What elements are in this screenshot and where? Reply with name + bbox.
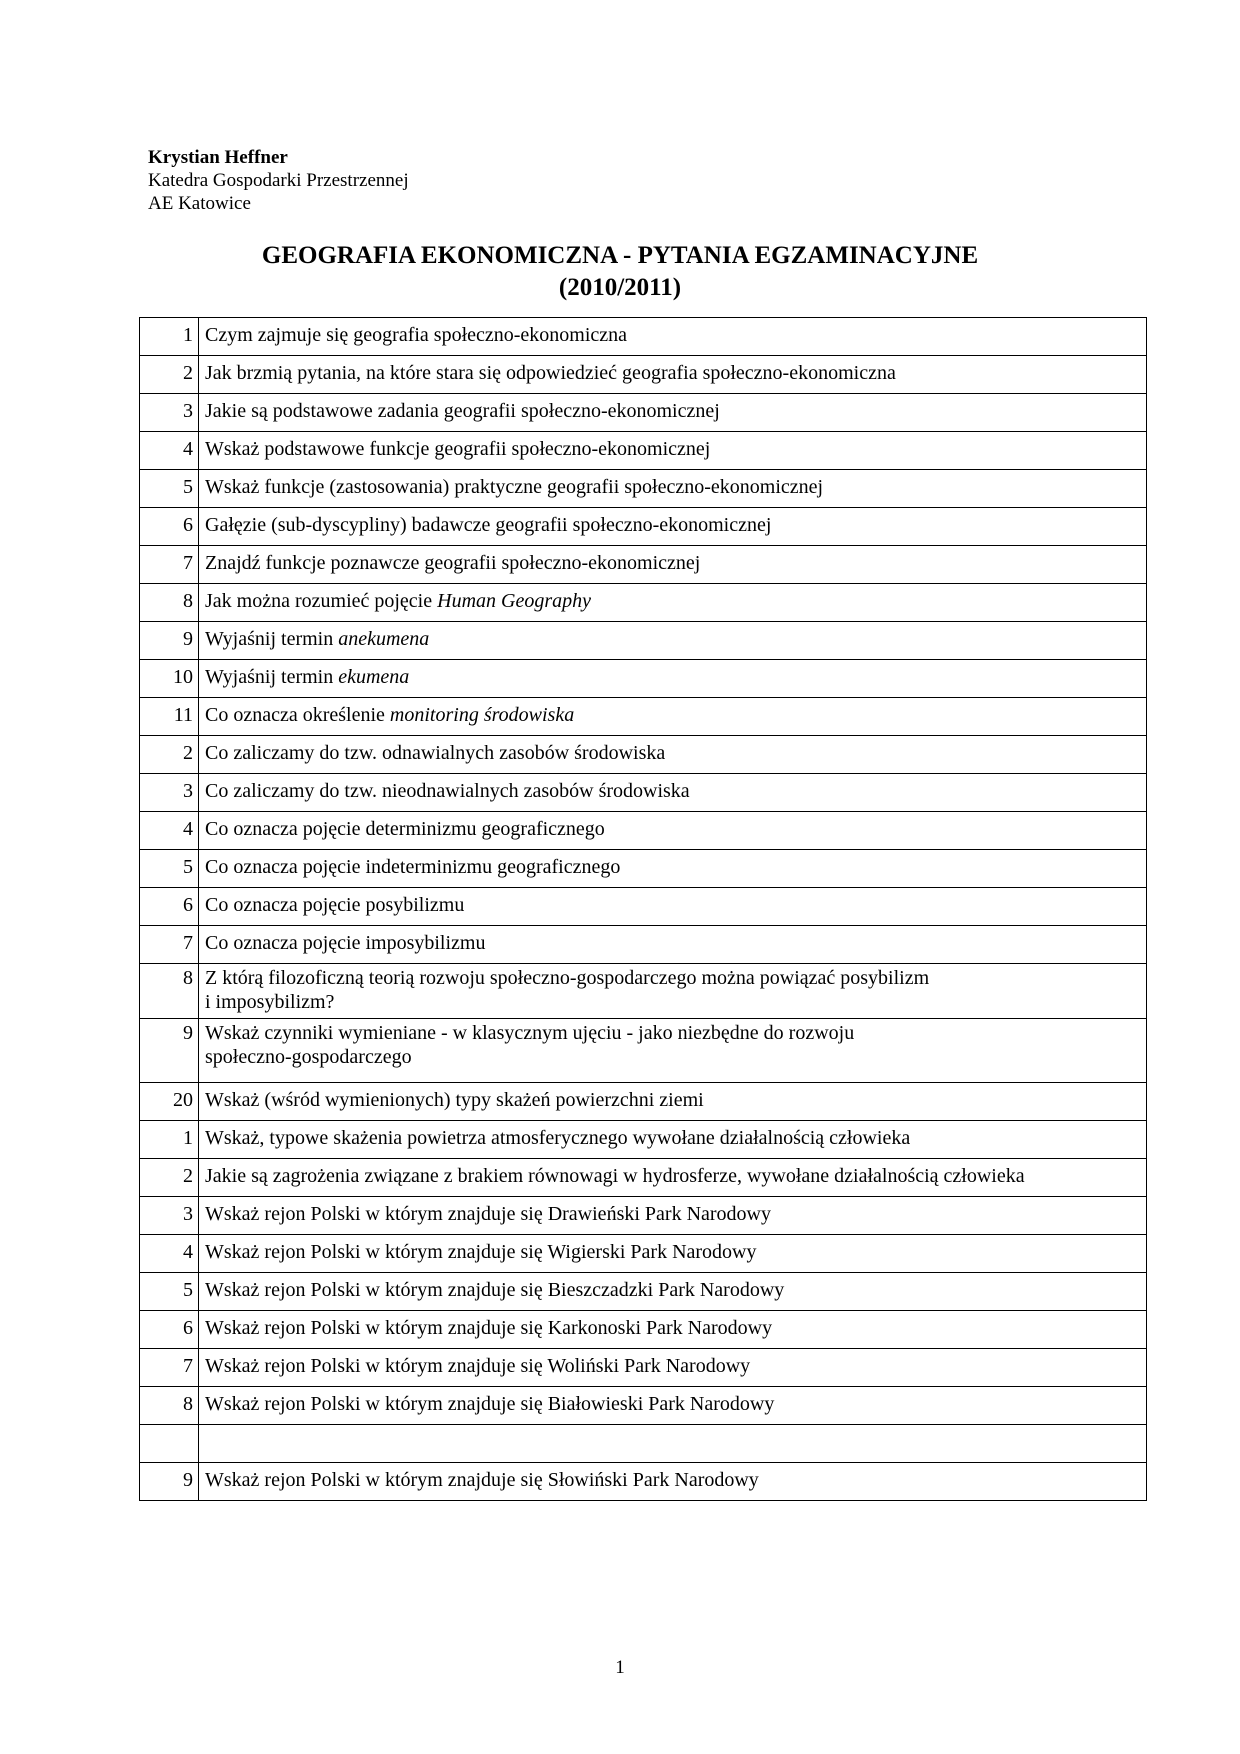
question-number: 3 [140,394,199,432]
table-row [140,1387,1147,1425]
question-text: Co oznacza określenie [205,704,390,726]
question-text: Wskaż rejon Polski w którym znajduje się Słowiński Park Narodowy [205,1469,759,1491]
question-text: Z którą filozoficzną teorią rozwoju społeczno-gospodarczego można powiązać posybilizm [205,967,930,989]
question-italic-term: Human Geography [437,590,591,612]
question-text: Gałęzie (sub-dyscypliny) badawcze geografii społeczno-ekonomicznej [205,514,772,536]
question-number: 8 [140,964,199,1019]
question-text: Co oznacza pojęcie imposybilizmu [205,932,486,954]
question-text: Czym zajmuje się geografia społeczno-ekonomiczna [205,324,628,346]
question-text-cell [199,622,1147,660]
question-text: Co zaliczamy do tzw. nieodnawialnych zasobów środowiska [205,780,690,802]
question-number: 9 [140,1019,199,1083]
document-header [148,146,409,215]
question-number: 5 [140,1273,199,1311]
table-row [140,1019,1147,1083]
question-number: 6 [140,1311,199,1349]
question-text-cell [199,850,1147,888]
table-row [140,432,1147,470]
table-row [140,1083,1147,1121]
table-row [140,1197,1147,1235]
document-title [0,240,1240,304]
table-row [140,584,1147,622]
table-row [140,1311,1147,1349]
institution-name: AE Katowice [148,193,251,214]
table-row [140,888,1147,926]
question-number: 8 [140,584,199,622]
table-row [140,698,1147,736]
question-number: 4 [140,1235,199,1273]
question-text-cell [199,736,1147,774]
question-number: 7 [140,1349,199,1387]
question-text: Wskaż (wśród wymienionych) typy skażeń powierzchni ziemi [205,1089,704,1111]
question-text-cell [199,1463,1147,1501]
table-row [140,508,1147,546]
author-name: Krystian Heffner [148,147,288,168]
question-number: 2 [140,736,199,774]
table-row [140,394,1147,432]
question-number: 2 [140,356,199,394]
question-number [140,1425,199,1463]
question-text: Co oznacza pojęcie indeterminizmu geograficznego [205,856,621,878]
table-row [140,812,1147,850]
question-text-cell [199,1311,1147,1349]
question-text: Co zaliczamy do tzw. odnawialnych zasobów środowiska [205,742,666,764]
question-text-cell [199,318,1147,356]
questions-table [139,317,1147,1501]
question-number: 11 [140,698,199,736]
question-text-cell [199,584,1147,622]
question-text: Jakie są zagrożenia związane z brakiem równowagi w hydrosferze, wywołane działalnością człowieka [205,1165,1025,1187]
table-row [140,1159,1147,1197]
question-text-cell [199,926,1147,964]
table-row [140,1425,1147,1463]
question-text-cell [199,1159,1147,1197]
table-row [140,622,1147,660]
question-italic-term: ekumena [338,666,410,688]
question-text: Wskaż rejon Polski w którym znajduje się Drawieński Park Narodowy [205,1203,771,1225]
question-text: Wyjaśnij termin [205,628,339,650]
question-number: 10 [140,660,199,698]
question-text-cell [199,508,1147,546]
question-number: 4 [140,812,199,850]
question-number: 2 [140,1159,199,1197]
question-text-cell [199,356,1147,394]
question-text-cell [199,1197,1147,1235]
question-number: 5 [140,850,199,888]
question-text-cell [199,660,1147,698]
table-row [140,1235,1147,1273]
question-text: Wskaż, typowe skażenia powietrza atmosferycznego wywołane działalnością człowieka [205,1127,911,1149]
question-text-cell [199,964,1147,1019]
table-row [140,736,1147,774]
question-number: 5 [140,470,199,508]
question-number: 1 [140,318,199,356]
table-row [140,850,1147,888]
question-text-cell [199,1083,1147,1121]
question-number: 8 [140,1387,199,1425]
question-text-cell [199,812,1147,850]
question-number: 7 [140,546,199,584]
question-text-cell [199,888,1147,926]
question-text-cell [199,1349,1147,1387]
question-text-cell [199,546,1147,584]
question-number: 9 [140,1463,199,1501]
title-line-2: (2010/2011) [558,274,682,301]
question-text: Wskaż podstawowe funkcje geografii społeczno-ekonomicznej [205,438,711,460]
question-number: 6 [140,508,199,546]
question-number: 20 [140,1083,199,1121]
question-text: Jak brzmią pytania, na które stara się odpowiedzieć geografia społeczno-ekonomiczna [205,362,896,384]
question-text-continued: społeczno-gospodarczego [205,1046,412,1068]
question-text-cell [199,1235,1147,1273]
question-number: 3 [140,774,199,812]
title-line-1: GEOGRAFIA EKONOMICZNA - PYTANIA EGZAMINACYJNE [261,242,979,269]
question-text: Wskaż funkcje (zastosowania) praktyczne geografii społeczno-ekonomicznej [205,476,824,498]
question-text: Wskaż rejon Polski w którym znajduje się Bieszczadzki Park Narodowy [205,1279,785,1301]
table-row [140,1349,1147,1387]
question-text-cell [199,1387,1147,1425]
question-text-cell [199,470,1147,508]
question-text-cell [199,1425,1147,1463]
table-row [140,774,1147,812]
table-row [140,1463,1147,1501]
question-text-continued: i imposybilizm? [205,991,335,1013]
question-italic-term: monitoring środowiska [389,704,575,726]
question-text-cell [199,774,1147,812]
question-text-cell [199,1121,1147,1159]
question-number: 1 [140,1121,199,1159]
question-number: 9 [140,622,199,660]
question-text: Wskaż rejon Polski w którym znajduje się Wigierski Park Narodowy [205,1241,757,1263]
question-text: Jak można rozumieć pojęcie [205,590,438,612]
table-row [140,660,1147,698]
question-number: 4 [140,432,199,470]
question-text: Co oznacza pojęcie posybilizmu [205,894,465,916]
question-number: 6 [140,888,199,926]
question-number: 3 [140,1197,199,1235]
table-row [140,318,1147,356]
page-number: 1 [615,1657,625,1678]
question-number: 7 [140,926,199,964]
question-text: Wskaż rejon Polski w którym znajduje się Karkonoski Park Narodowy [205,1317,773,1339]
question-text: Wskaż rejon Polski w którym znajduje się Woliński Park Narodowy [205,1355,751,1377]
table-row [140,926,1147,964]
question-text-cell [199,394,1147,432]
question-text: Wyjaśnij termin [205,666,339,688]
table-row [140,470,1147,508]
question-italic-term: anekumena [338,628,430,650]
department-name: Katedra Gospodarki Przestrzennej [148,170,409,191]
question-text: Znajdź funkcje poznawcze geografii społeczno-ekonomicznej [205,552,701,574]
question-text: Wskaż czynniki wymieniane - w klasycznym ujęciu - jako niezbędne do rozwoju [205,1022,855,1044]
question-text-cell [199,1019,1147,1083]
question-text-cell [199,1273,1147,1311]
question-text-cell [199,698,1147,736]
question-text: Co oznacza pojęcie determinizmu geograficznego [205,818,605,840]
table-row [140,356,1147,394]
question-text-cell [199,432,1147,470]
question-text: Jakie są podstawowe zadania geografii społeczno-ekonomicznej [205,400,720,422]
question-text: Wskaż rejon Polski w którym znajduje się Białowieski Park Narodowy [205,1393,775,1415]
table-row [140,546,1147,584]
table-row [140,1273,1147,1311]
table-row [140,1121,1147,1159]
table-row [140,964,1147,1019]
questions-table-body [140,318,1147,1501]
